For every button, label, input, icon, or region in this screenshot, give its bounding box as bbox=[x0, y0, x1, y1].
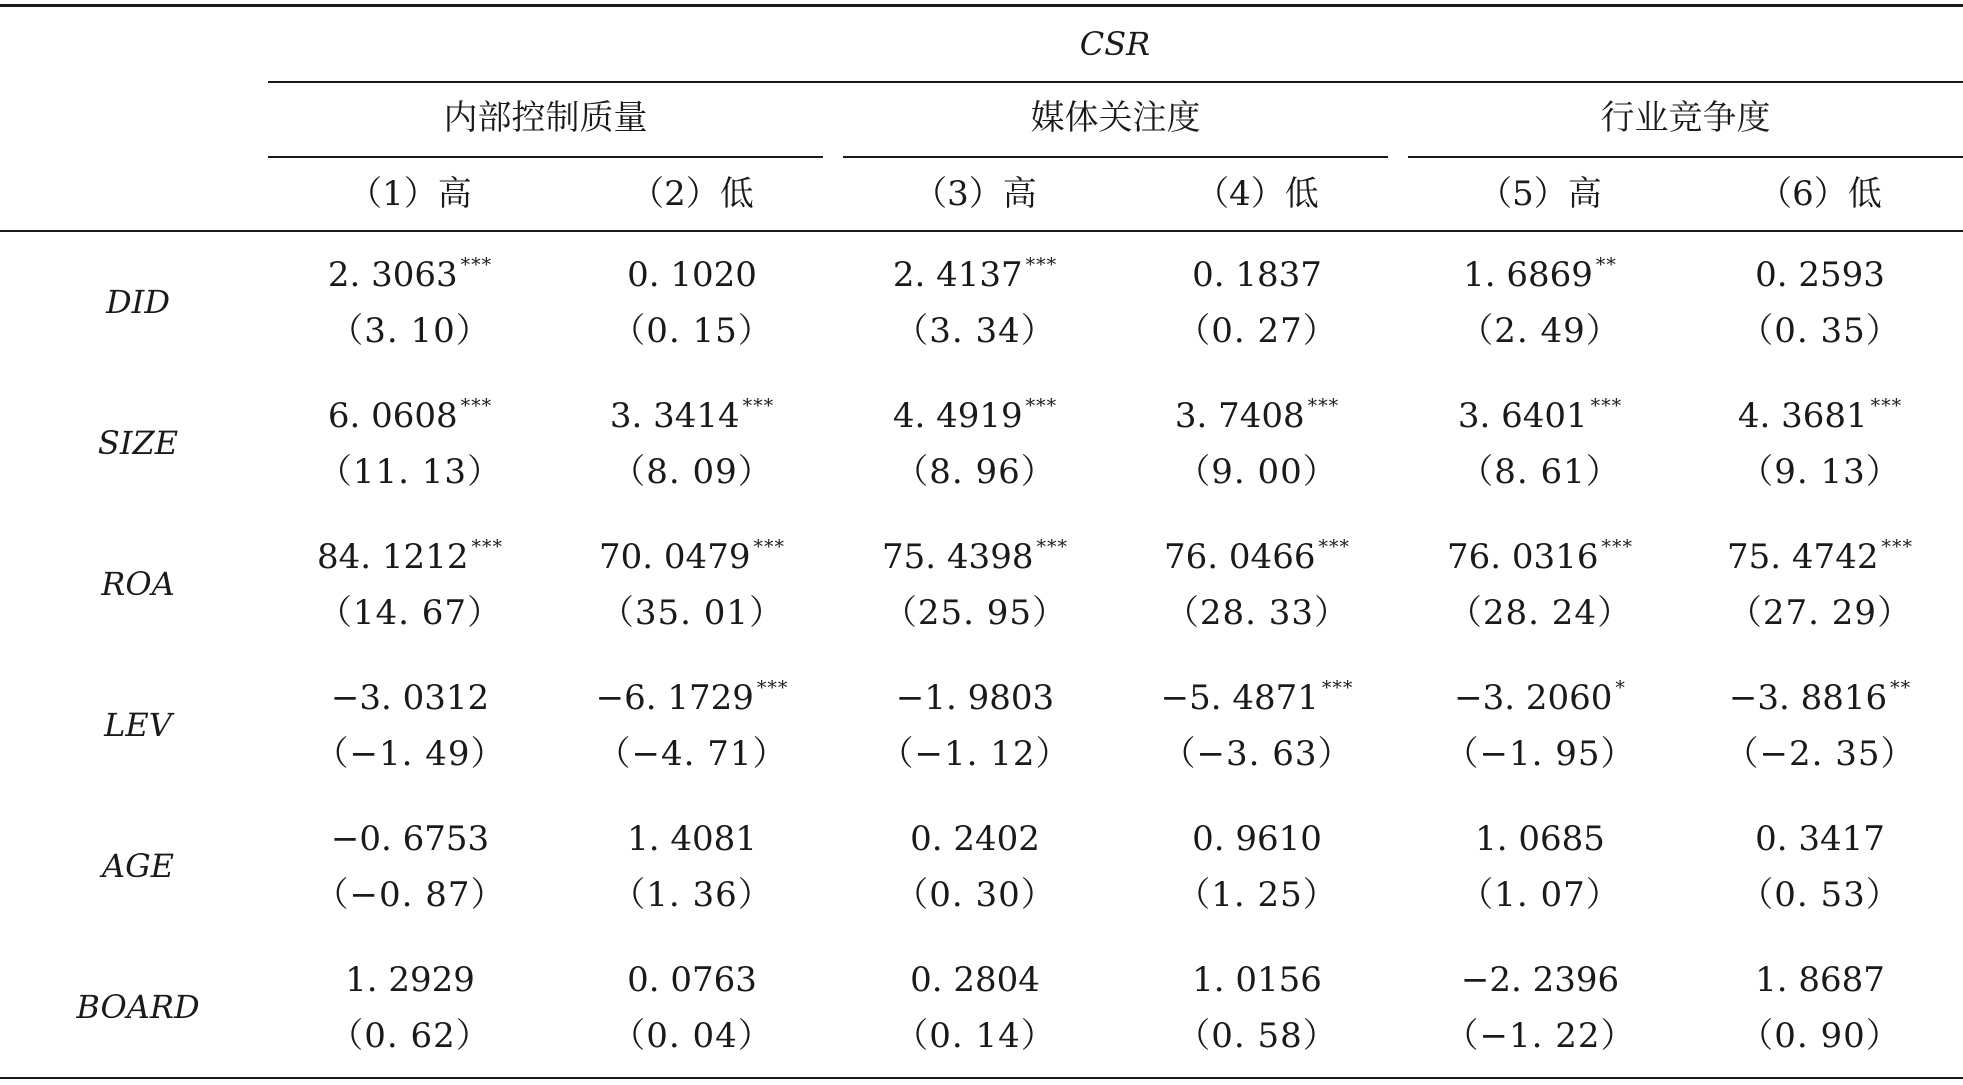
csr-underline bbox=[268, 81, 1963, 83]
significance-stars: *** bbox=[1590, 395, 1623, 417]
coefficient-value: −3. 0312 bbox=[330, 678, 490, 718]
coefficient-cell bbox=[280, 537, 540, 577]
coefficient-cell bbox=[1410, 819, 1670, 859]
coefficient-cell bbox=[280, 396, 540, 436]
t-statistic-cell: （8. 61） bbox=[1459, 452, 1621, 492]
coefficient-value: 76. 0316 bbox=[1447, 537, 1599, 577]
t-statistic-cell: （−3. 63） bbox=[1161, 734, 1353, 774]
coefficient-cell bbox=[1410, 255, 1670, 295]
coefficient-cell bbox=[1690, 255, 1950, 295]
t-statistic-cell: （−1. 95） bbox=[1444, 734, 1636, 774]
significance-stars: *** bbox=[1870, 395, 1903, 417]
group-header-internal-control: 内部控制质量 bbox=[443, 98, 648, 138]
column-header: （6）低 bbox=[1758, 174, 1882, 214]
significance-stars: *** bbox=[471, 536, 503, 558]
row-label: AGE bbox=[101, 847, 175, 885]
t-statistic-cell: （11. 13） bbox=[317, 452, 503, 492]
t-statistic-cell: （0. 30） bbox=[894, 875, 1056, 915]
coefficient-value: −1. 9803 bbox=[895, 678, 1055, 718]
coefficient-value: 0. 2804 bbox=[910, 960, 1040, 1000]
coefficient-cell bbox=[845, 255, 1105, 295]
coefficient-cell bbox=[1690, 396, 1950, 436]
t-statistic-cell: （1. 25） bbox=[1176, 875, 1338, 915]
row-label: ROA bbox=[101, 565, 175, 603]
coefficient-cell bbox=[845, 819, 1105, 859]
coefficient-value: 1. 0156 bbox=[1192, 960, 1322, 1000]
coefficient-cell bbox=[280, 255, 540, 295]
header-bottom-rule bbox=[0, 230, 1963, 232]
t-statistic-cell: （35. 01） bbox=[599, 593, 785, 633]
coefficient-value: −5. 4871 bbox=[1160, 678, 1319, 718]
t-statistic-cell: （25. 95） bbox=[882, 593, 1068, 633]
coefficient-value: 2. 3063 bbox=[327, 255, 458, 295]
top-rule bbox=[0, 4, 1963, 7]
group-underline-internal-control bbox=[268, 156, 823, 158]
t-statistic-cell: （3. 34） bbox=[894, 311, 1056, 351]
t-statistic-cell: （3. 10） bbox=[329, 311, 491, 351]
row-label: LEV bbox=[104, 706, 172, 744]
coefficient-value: −0. 6753 bbox=[330, 819, 490, 859]
coefficient-value: 0. 2402 bbox=[910, 819, 1040, 859]
coefficient-value: −3. 8816 bbox=[1728, 678, 1888, 718]
coefficient-value: −2. 2396 bbox=[1460, 960, 1620, 1000]
coefficient-value: 1. 0685 bbox=[1475, 819, 1605, 859]
t-statistic-cell: （8. 09） bbox=[611, 452, 773, 492]
coefficient-cell bbox=[845, 396, 1105, 436]
coefficient-cell bbox=[562, 537, 822, 577]
group-underline-industry-competition bbox=[1408, 156, 1963, 158]
coefficient-cell bbox=[845, 960, 1105, 1000]
coefficient-cell bbox=[562, 960, 822, 1000]
coefficient-value: 0. 9610 bbox=[1192, 819, 1322, 859]
coefficient-value: 0. 0763 bbox=[627, 960, 757, 1000]
t-statistic-cell: （0. 04） bbox=[611, 1016, 773, 1056]
t-statistic-cell: （1. 36） bbox=[611, 875, 773, 915]
t-statistic-cell: （8. 96） bbox=[894, 452, 1056, 492]
t-statistic-cell: （−1. 49） bbox=[314, 734, 506, 774]
significance-stars: *** bbox=[460, 254, 493, 276]
significance-stars: *** bbox=[460, 395, 493, 417]
coefficient-value: 84. 1212 bbox=[317, 537, 469, 577]
coefficient-cell bbox=[1690, 537, 1950, 577]
coefficient-value: −6. 1729 bbox=[595, 678, 754, 718]
coefficient-value: 0. 2593 bbox=[1755, 255, 1885, 295]
coefficient-cell bbox=[1410, 396, 1670, 436]
coefficient-value: 4. 3681 bbox=[1737, 396, 1868, 436]
coefficient-cell bbox=[845, 537, 1105, 577]
column-header: （5）高 bbox=[1478, 174, 1602, 214]
column-header: （3）高 bbox=[913, 174, 1037, 214]
coefficient-cell bbox=[562, 396, 822, 436]
coefficient-value: 0. 1020 bbox=[627, 255, 757, 295]
t-statistic-cell: （1. 07） bbox=[1459, 875, 1621, 915]
t-statistic-cell: （0. 62） bbox=[329, 1016, 491, 1056]
coefficient-cell bbox=[1690, 678, 1950, 718]
coefficient-value: 75. 4742 bbox=[1727, 537, 1879, 577]
coefficient-cell bbox=[280, 678, 540, 718]
t-statistic-cell: （−1. 22） bbox=[1444, 1016, 1636, 1056]
significance-stars: *** bbox=[1318, 536, 1350, 558]
significance-stars: *** bbox=[1601, 536, 1633, 558]
coefficient-cell bbox=[1690, 819, 1950, 859]
coefficient-cell bbox=[1410, 678, 1670, 718]
coefficient-value: 1. 4081 bbox=[627, 819, 757, 859]
t-statistic-cell: （0. 35） bbox=[1739, 311, 1901, 351]
coefficient-cell bbox=[280, 960, 540, 1000]
coefficient-cell bbox=[562, 255, 822, 295]
coefficient-value: 3. 3414 bbox=[609, 396, 740, 436]
coefficient-value: 1. 6869 bbox=[1463, 255, 1593, 295]
coefficient-value: 76. 0466 bbox=[1164, 537, 1316, 577]
group-header-media-attention: 媒体关注度 bbox=[1030, 98, 1201, 138]
t-statistic-cell: （0. 58） bbox=[1176, 1016, 1338, 1056]
coefficient-cell bbox=[1127, 819, 1387, 859]
significance-stars: ** bbox=[1890, 677, 1912, 699]
coefficient-value: 0. 3417 bbox=[1755, 819, 1885, 859]
t-statistic-cell: （0. 14） bbox=[894, 1016, 1056, 1056]
t-statistic-cell: （−0. 87） bbox=[314, 875, 506, 915]
t-statistic-cell: （27. 29） bbox=[1727, 593, 1913, 633]
t-statistic-cell: （−2. 35） bbox=[1724, 734, 1916, 774]
coefficient-cell bbox=[1410, 960, 1670, 1000]
significance-stars: * bbox=[1615, 677, 1626, 699]
significance-stars: *** bbox=[753, 536, 785, 558]
row-label: DID bbox=[106, 283, 170, 321]
coefficient-cell bbox=[562, 819, 822, 859]
coefficient-cell bbox=[1127, 960, 1387, 1000]
coefficient-value: 75. 4398 bbox=[882, 537, 1034, 577]
significance-stars: *** bbox=[742, 395, 775, 417]
significance-stars: *** bbox=[1036, 536, 1068, 558]
column-header: （2）低 bbox=[630, 174, 754, 214]
group-header-industry-competition: 行业竞争度 bbox=[1600, 98, 1771, 138]
coefficient-cell bbox=[1690, 960, 1950, 1000]
t-statistic-cell: （28. 24） bbox=[1447, 593, 1633, 633]
coefficient-value: 0. 1837 bbox=[1192, 255, 1322, 295]
coefficient-cell bbox=[1410, 537, 1670, 577]
coefficient-value: 2. 4137 bbox=[892, 255, 1023, 295]
t-statistic-cell: （2. 49） bbox=[1459, 311, 1621, 351]
t-statistic-cell: （−4. 71） bbox=[596, 734, 788, 774]
coefficient-value: −3. 2060 bbox=[1454, 678, 1613, 718]
coefficient-cell bbox=[1127, 678, 1387, 718]
coefficient-cell bbox=[1127, 537, 1387, 577]
row-label: SIZE bbox=[97, 424, 179, 462]
t-statistic-cell: （0. 53） bbox=[1739, 875, 1901, 915]
coefficient-value: 1. 8687 bbox=[1755, 960, 1885, 1000]
row-label: BOARD bbox=[76, 988, 200, 1026]
significance-stars: *** bbox=[1025, 395, 1058, 417]
column-header: （1）高 bbox=[348, 174, 472, 214]
coefficient-cell bbox=[845, 678, 1105, 718]
significance-stars: ** bbox=[1595, 254, 1617, 276]
top-header: CSR bbox=[1079, 25, 1151, 63]
group-underline-media-attention bbox=[843, 156, 1388, 158]
bottom-rule bbox=[0, 1077, 1963, 1079]
coefficient-value: 70. 0479 bbox=[599, 537, 751, 577]
column-header: （4）低 bbox=[1195, 174, 1319, 214]
coefficient-value: 1. 2929 bbox=[345, 960, 475, 1000]
coefficient-value: 3. 6401 bbox=[1457, 396, 1588, 436]
coefficient-value: 6. 0608 bbox=[327, 396, 458, 436]
coefficient-cell bbox=[1127, 255, 1387, 295]
significance-stars: *** bbox=[1025, 254, 1058, 276]
significance-stars: *** bbox=[1881, 536, 1913, 558]
coefficient-cell bbox=[1127, 396, 1387, 436]
t-statistic-cell: （−1. 12） bbox=[879, 734, 1071, 774]
t-statistic-cell: （9. 13） bbox=[1739, 452, 1901, 492]
coefficient-value: 4. 4919 bbox=[892, 396, 1023, 436]
coefficient-cell bbox=[280, 819, 540, 859]
t-statistic-cell: （14. 67） bbox=[317, 593, 503, 633]
t-statistic-cell: （0. 90） bbox=[1739, 1016, 1901, 1056]
significance-stars: *** bbox=[1321, 677, 1354, 699]
t-statistic-cell: （9. 00） bbox=[1176, 452, 1338, 492]
t-statistic-cell: （0. 27） bbox=[1176, 311, 1338, 351]
t-statistic-cell: （28. 33） bbox=[1164, 593, 1350, 633]
significance-stars: *** bbox=[756, 677, 789, 699]
coefficient-value: 3. 7408 bbox=[1174, 396, 1305, 436]
coefficient-cell bbox=[562, 678, 822, 718]
significance-stars: *** bbox=[1307, 395, 1340, 417]
t-statistic-cell: （0. 15） bbox=[611, 311, 773, 351]
